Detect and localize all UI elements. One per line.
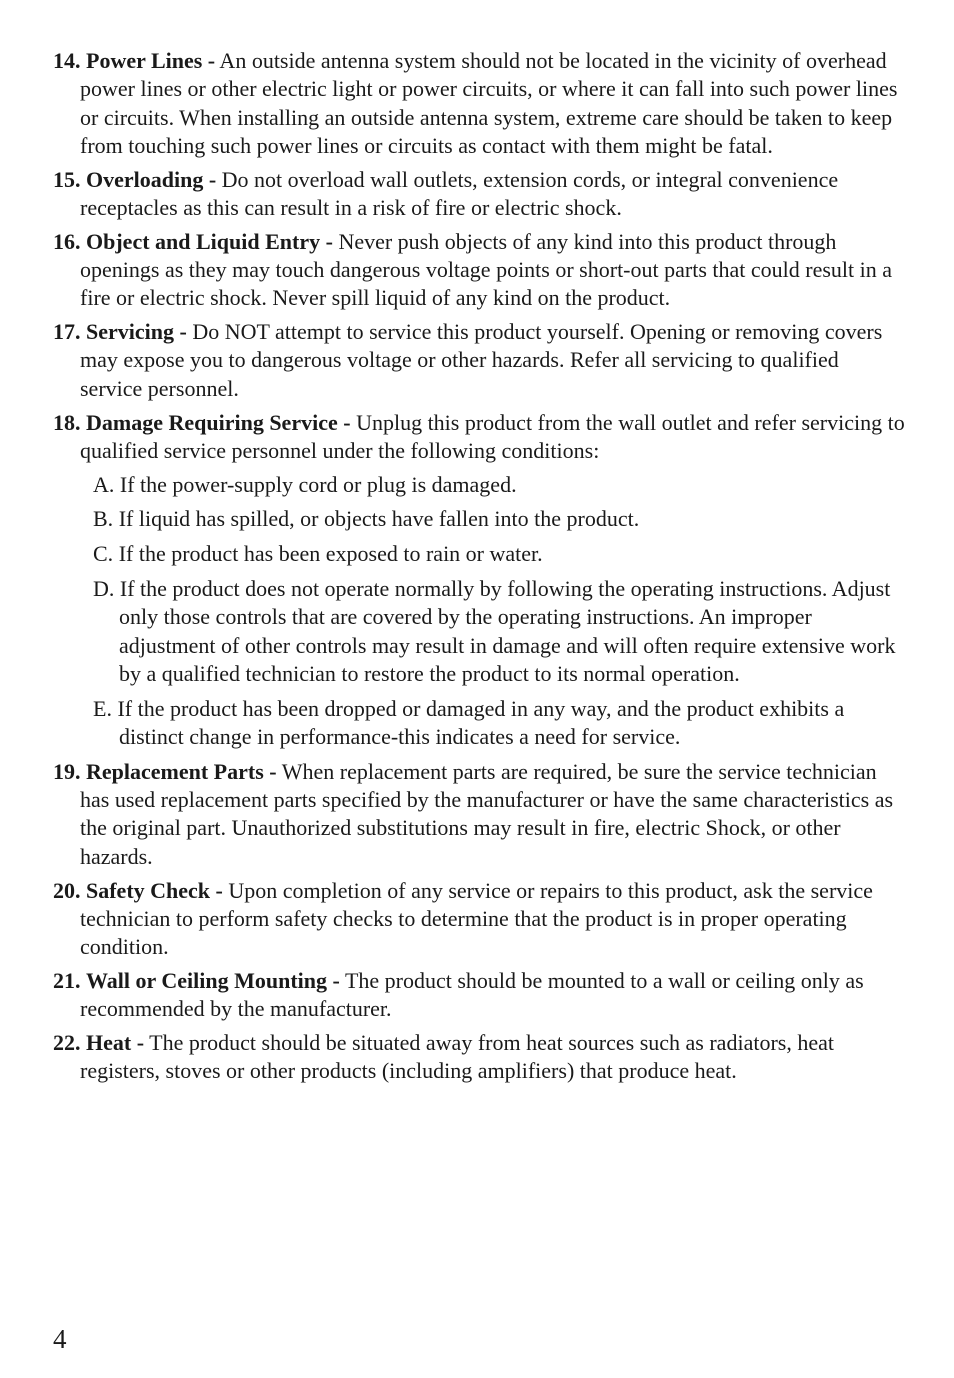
subitem-e	[53, 695, 905, 752]
item-text: Do NOT attempt to service this product yourself. Opening or removing covers may expose you to dangerous voltage or other hazards. Refer all servicing to qualified service personnel.	[80, 319, 883, 401]
item-title: Replacement Parts -	[86, 758, 277, 784]
item-22	[53, 1029, 905, 1086]
item-title: Object and Liquid Entry -	[86, 228, 333, 254]
item-text: An outside antenna system should not be located in the vicinity of overhead power lines or other electric light or power circuits, or where it can fall into such power lines or circuits. When installing an outside antenna system, extreme care should be taken to keep from touching such power lines or circuits as contact with them might be fatal.	[80, 48, 898, 158]
document-body	[53, 47, 905, 1091]
item-number: 22.	[53, 1030, 81, 1055]
item-title: Power Lines -	[86, 48, 216, 73]
item-title: Damage Requiring Service -	[86, 409, 351, 435]
item-number: 19.	[53, 758, 81, 784]
item-text: Upon completion of any service or repairs to this product, ask the service technician to perform safety checks to determine that the product is in proper operating condition.	[80, 877, 873, 960]
subitem-c	[53, 540, 905, 568]
item-19	[53, 758, 905, 871]
item-number: 18.	[53, 409, 81, 435]
item-number: 17.	[53, 319, 81, 345]
subitem-text: If liquid has spilled, or objects have fallen into the product.	[113, 506, 640, 532]
item-title: Heat -	[86, 1030, 145, 1055]
subitem-b	[53, 505, 905, 533]
subitem-text: If the product has been exposed to rain or water.	[113, 541, 543, 567]
item-number: 14.	[53, 48, 81, 73]
subitem-d	[53, 575, 905, 688]
item-16	[53, 228, 905, 313]
item-number: 21.	[53, 967, 81, 993]
item-text: The product should be mounted to a wall or ceiling only as recommended by the manufacturer.	[80, 967, 864, 1022]
item-number: 20.	[53, 877, 81, 903]
item-text: When replacement parts are required, be sure the service technician has used replacement parts specified by the manufacturer or have the same characteristics as the original part. Unauthorized substitutions may result in fire, electric Shock, or other hazards.	[80, 758, 894, 869]
item-title: Wall or Ceiling Mounting -	[86, 967, 340, 993]
subitem-label: B.	[93, 506, 114, 532]
item-title: Safety Check -	[86, 877, 223, 903]
subitem-text: If the power-supply cord or plug is damaged.	[114, 471, 517, 497]
page-number: 4	[53, 1324, 67, 1354]
subitem-label: E.	[93, 695, 112, 721]
item-20	[53, 877, 905, 962]
item-text: Do not overload wall outlets, extension cords, or integral convenience receptacles as this can result in a risk of fire or electric shock.	[80, 166, 839, 220]
item-18	[53, 409, 905, 466]
item-number: 15.	[53, 166, 81, 192]
subitem-a	[53, 471, 905, 499]
item-text: The product should be situated away from heat sources such as radiators, heat registers, stoves or other products (including amplifiers) that produce heat.	[80, 1030, 834, 1084]
item-15	[53, 166, 905, 223]
subitem-text: If the product does not operate normally by following the operating instructions. Adjust only those controls that are covered by the operating instructions. An improper adjustment of other controls may result in damage and will often require extensive work by a qualified technician to restore the product to its normal operation.	[114, 576, 896, 686]
item-14	[53, 47, 905, 160]
item-title: Servicing -	[86, 319, 187, 345]
item-text: Unplug this product from the wall outlet and refer servicing to qualified service personnel under the following conditions:	[80, 409, 905, 463]
item-text: Never push objects of any kind into this product through openings as they may touch dangerous voltage points or short-out parts that could result in a fire or electric shock. Never spill liquid of any kind on the product.	[80, 228, 893, 311]
item-title: Overloading -	[86, 166, 217, 192]
subitem-label: D.	[93, 576, 115, 602]
item-number: 16.	[53, 228, 81, 254]
subitem-label: A.	[93, 471, 115, 497]
subitem-label: C.	[93, 541, 114, 567]
subitem-text: If the product has been dropped or damaged in any way, and the product exhibits a distinct change in performance-this indicates a need for service.	[111, 695, 845, 750]
item-17	[53, 318, 905, 403]
item-21	[53, 967, 905, 1024]
